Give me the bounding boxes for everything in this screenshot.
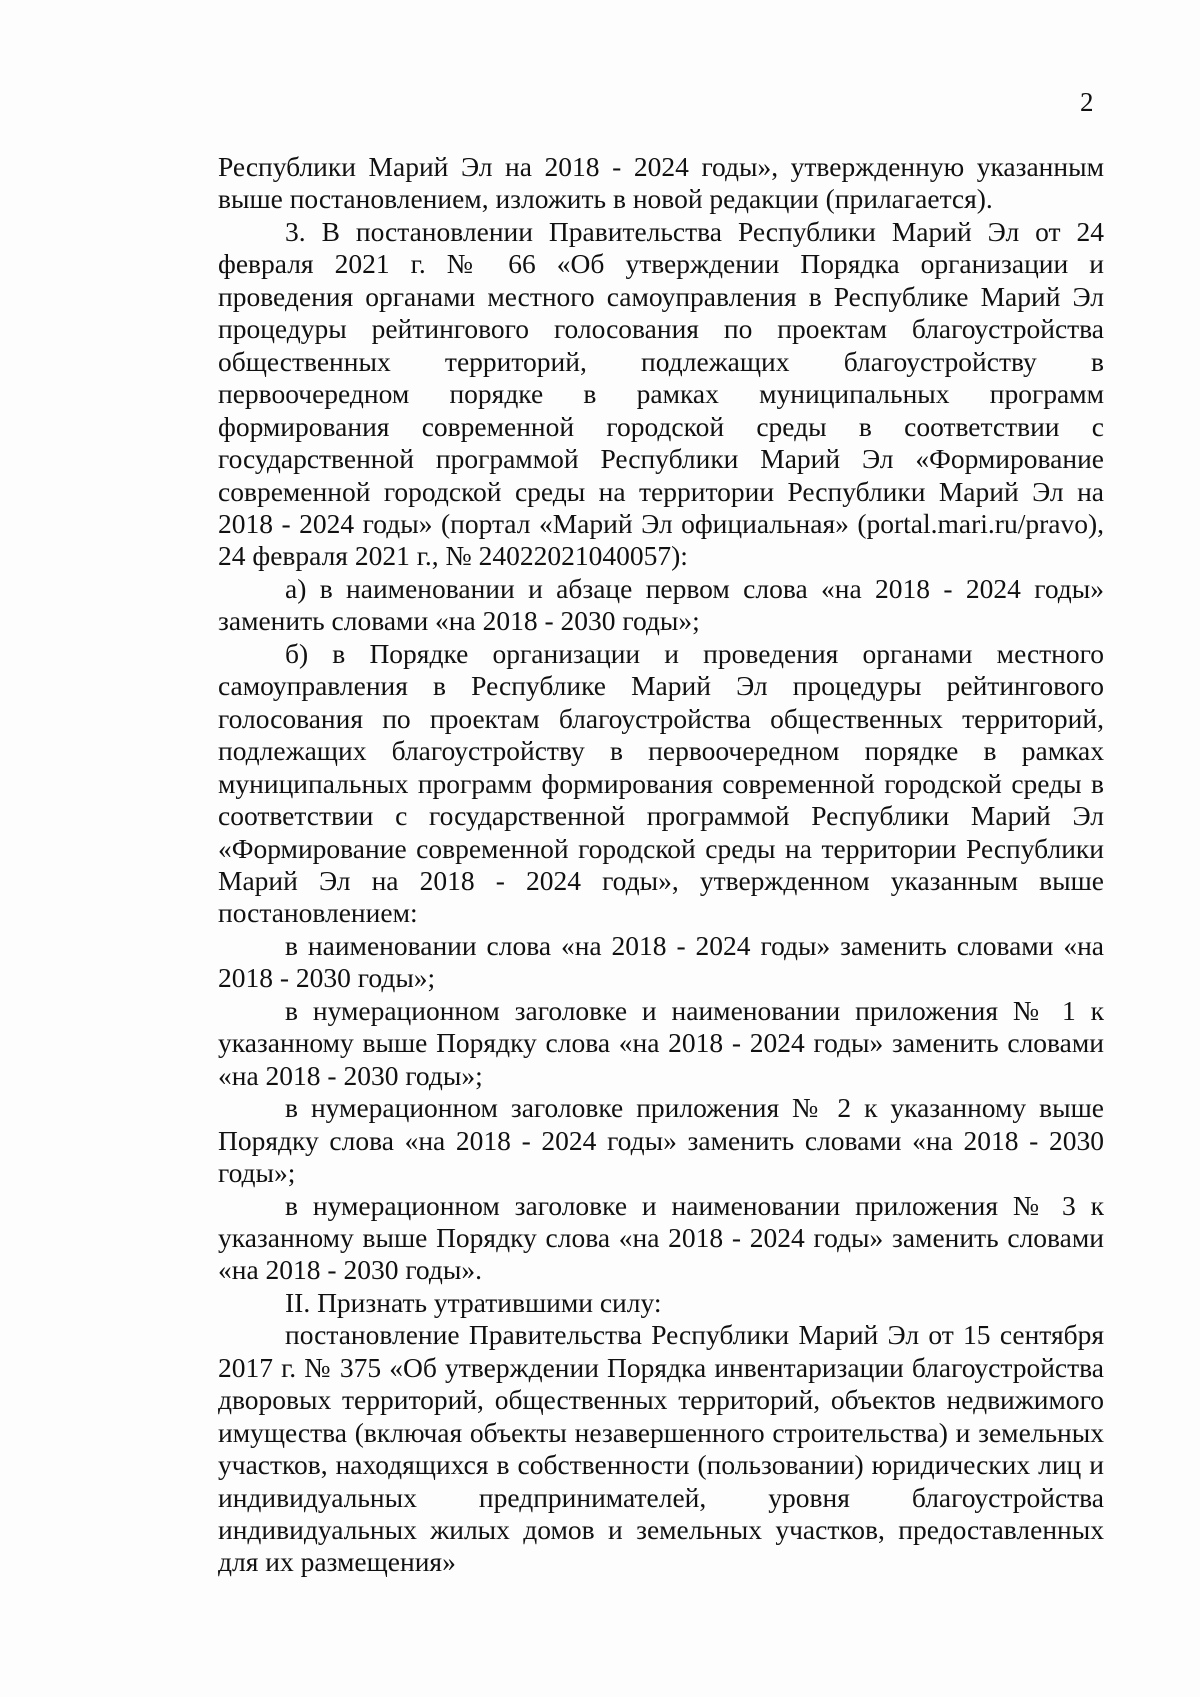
paragraph: Республики Марий Эл на 2018 - 2024 годы», утвержденную указанным выше постановлением, изложить в новой редакции (прилагается). [218,151,1104,215]
paragraph: в наименовании слова «на 2018 - 2024 годы» заменить словами «на 2018 - 2030 годы»; [218,929,1104,994]
paragraph: 3. В постановлении Правительства Республики Марий Эл от 24 февраля 2021 г. № 66 «Об утверждении Порядка организации и проведения органами местного самоуправления в Республике Марий Эл процедуры рейтингового голосования по проектам благоустройства общественных территорий, подлежащих благоустройству в первоочередном порядке в рамках муниципальных программ формирования современной городской среды в соответствии с государственной программой Республики Марий Эл «Формирование современной городской среды на территории Республики Марий Эл на 2018 - 2024 годы» (портал «Марий Эл официальная» (portal.mari.ru/pravo), 24 февраля 2021 г., № 24022021040057): [218,215,1104,572]
paragraph: а) в наименовании и абзаце первом слова «на 2018 - 2024 годы» заменить словами «на 2018 - 2030 годы»; [218,572,1104,637]
document-body [218,151,1104,1579]
paragraph: в нумерационном заголовке и наименовании приложения № 3 к указанному выше Порядку слова «на 2018 - 2024 годы» заменить словами «на 2018 - 2030 годы». [218,1189,1104,1286]
paragraph: в нумерационном заголовке приложения № 2 к указанному выше Порядку слова «на 2018 - 2024 годы» заменить словами «на 2018 - 2030 годы»; [218,1092,1104,1189]
paragraph: в нумерационном заголовке и наименовании приложения № 1 к указанному выше Порядку слова «на 2018 - 2024 годы» заменить словами «на 2018 - 2030 годы»; [218,994,1104,1091]
page-number: 2 [1080,87,1094,117]
paragraph: постановление Правительства Республики Марий Эл от 15 сентября 2017 г. № 375 «Об утверждении Порядка инвентаризации благоустройства дворовых территорий, общественных территорий, объектов недвижимого имущества (включая объекты незавершенного строительства) и земельных участков, находящихся в собственности (пользовании) юридических лиц и индивидуальных предпринимателей, уровня благоустройства индивидуальных жилых домов и земельных участков, предоставленных для их размещения» [218,1319,1104,1578]
paragraph: б) в Порядке организации и проведения органами местного самоуправления в Республике Марий Эл процедуры рейтингового голосования по проектам благоустройства общественных территорий, подлежащих благоустройству в первоочередном порядке в рамках муниципальных программ формирования современной городской среды в соответствии с государственной программой Республики Марий Эл «Формирование современной городской среды на территории Республики Марий Эл на 2018 - 2024 годы», утвержденном указанным выше постановлением: [218,637,1104,929]
paragraph: II. Признать утратившими силу: [285,1286,662,1318]
